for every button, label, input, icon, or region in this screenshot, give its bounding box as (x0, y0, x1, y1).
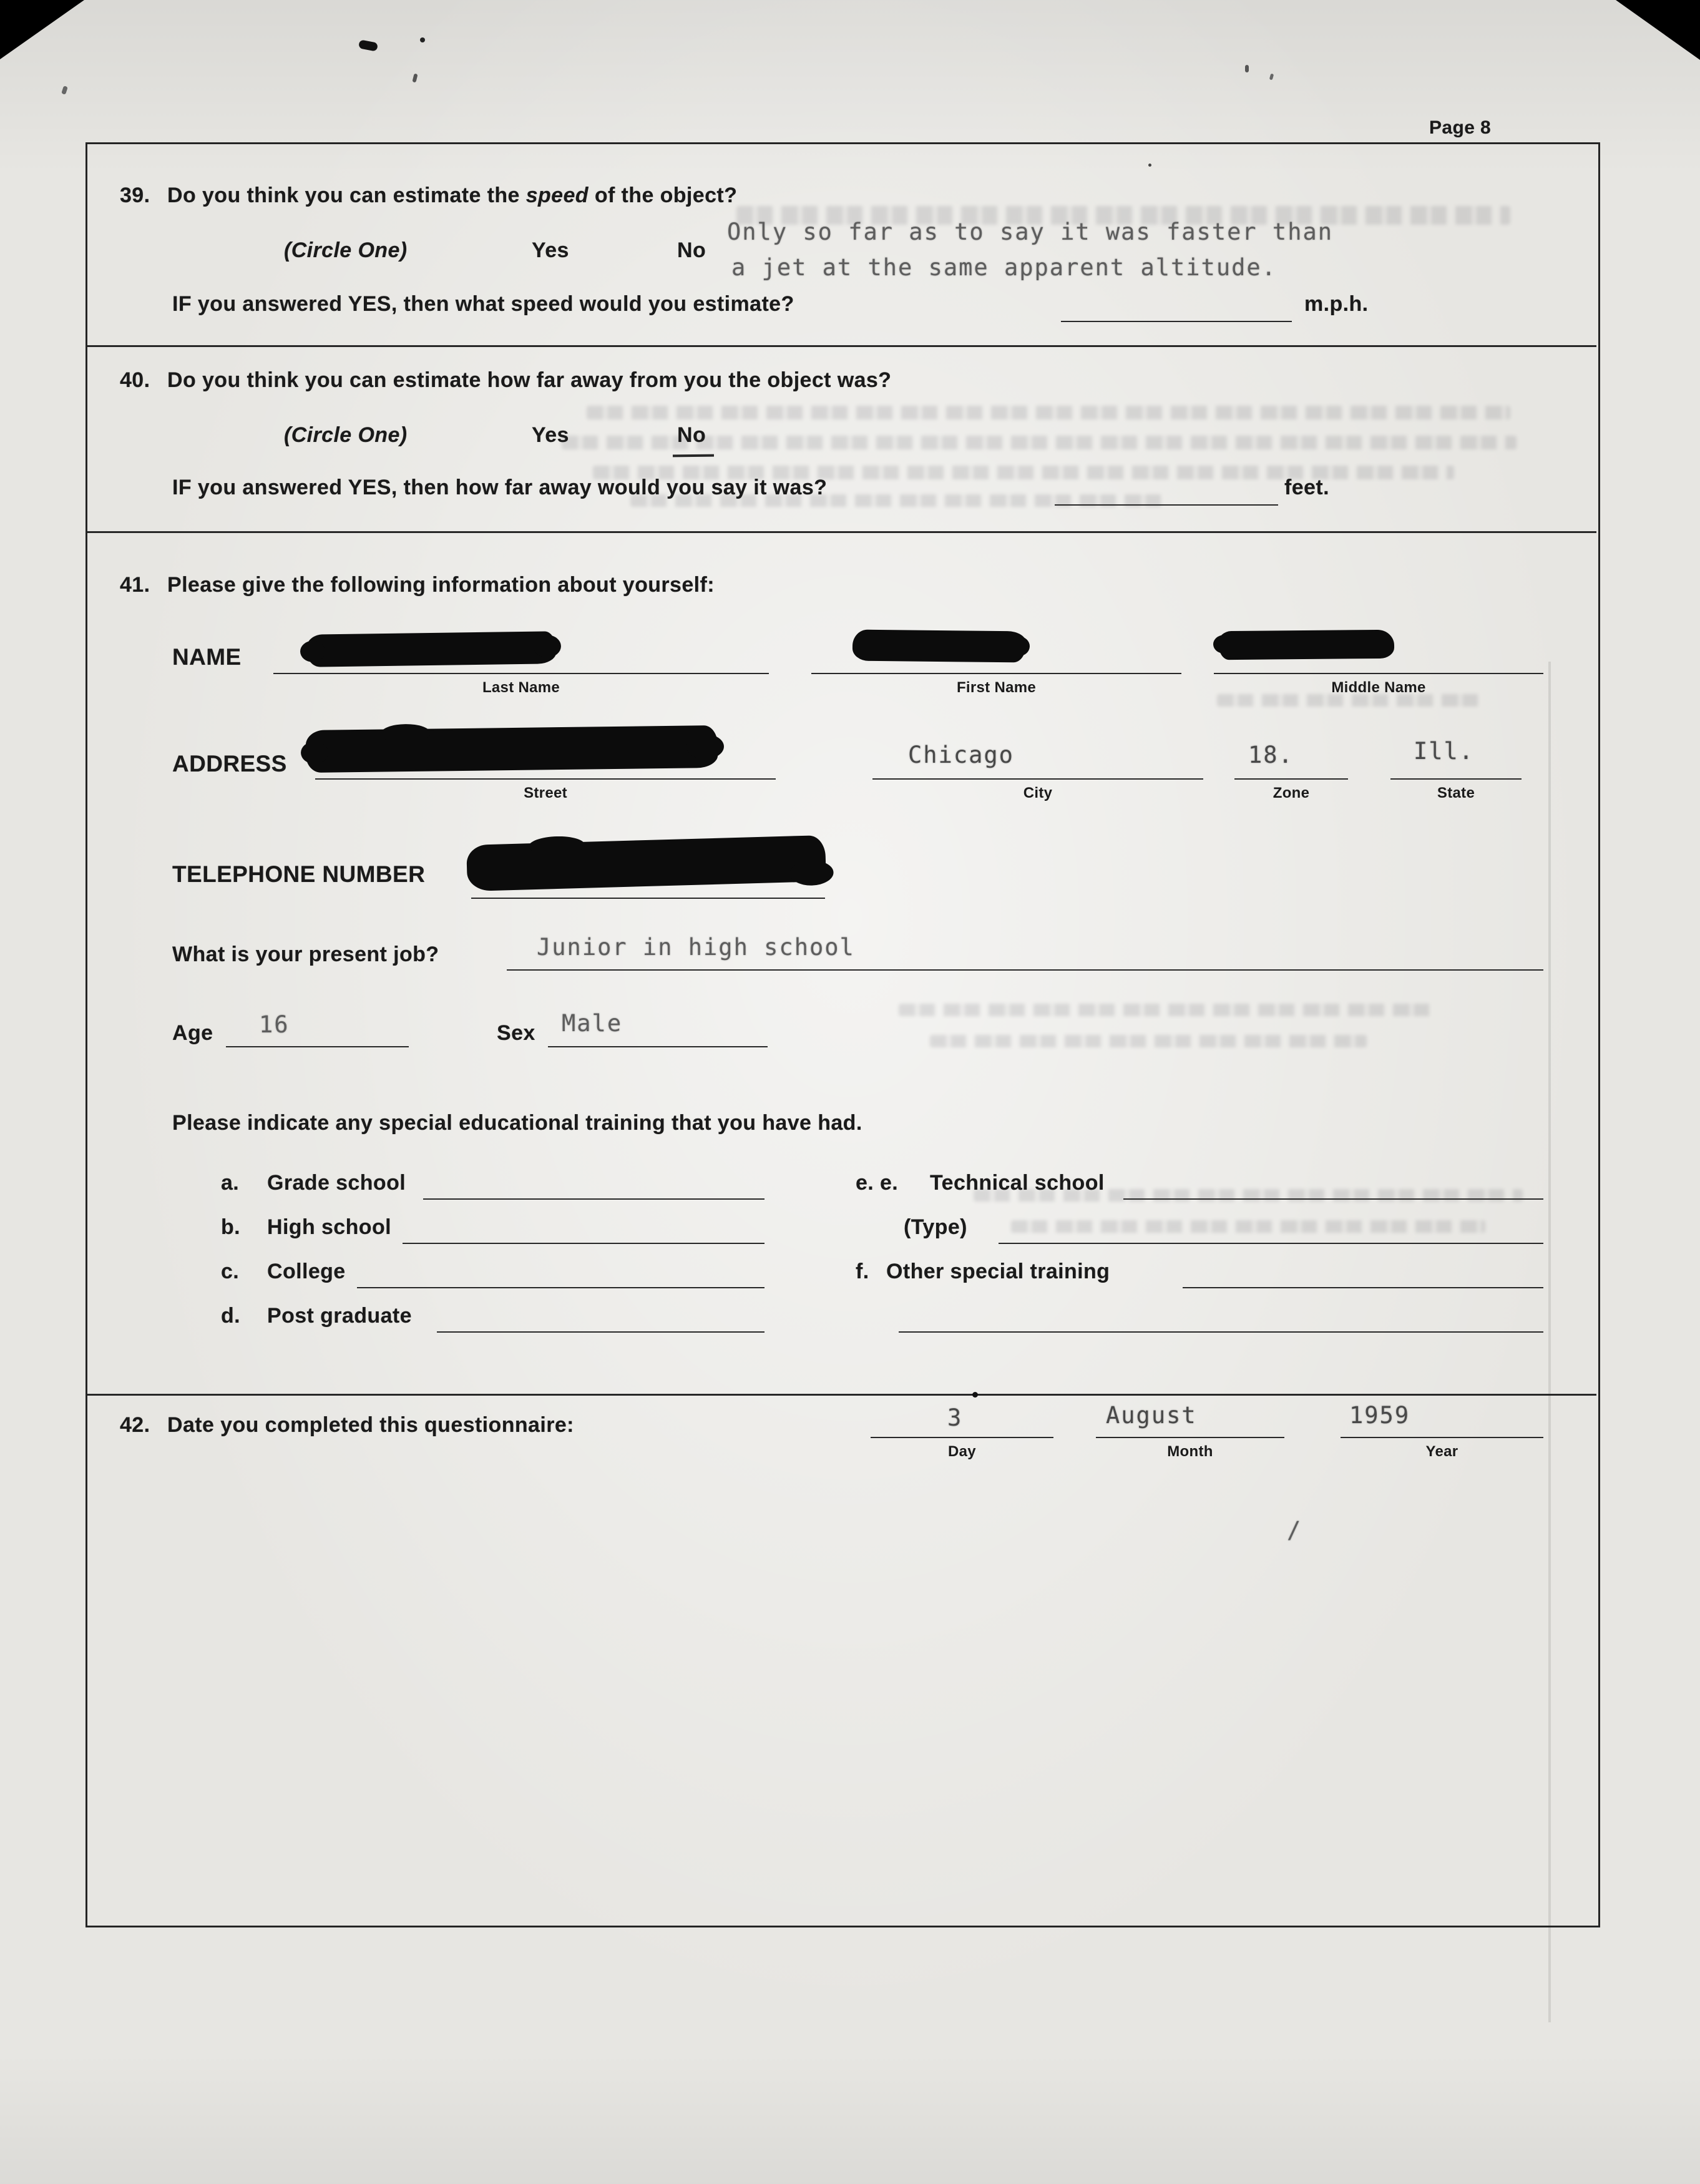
question-41-number: 41. (120, 573, 150, 597)
question-40-followup: IF you answered YES, then how far away would you say it was? (172, 476, 828, 499)
last-name-caption: Last Name (482, 679, 560, 696)
middle-name-line (1214, 673, 1543, 674)
scan-artifact-top-right (1616, 0, 1700, 60)
job-label: What is your present job? (172, 943, 439, 966)
question-39-post: of the object? (588, 184, 738, 207)
scan-artifact-dash (358, 39, 378, 51)
training-item-e-line (1123, 1198, 1543, 1200)
circle-one-label-39: (Circle One) (284, 238, 408, 262)
training-item-b-label: High school (267, 1215, 391, 1239)
training-item-d-letter: d. (221, 1304, 241, 1328)
redacted-street-address (306, 725, 718, 773)
yes-option-39: Yes (532, 238, 569, 262)
mph-unit-label: m.p.h. (1304, 292, 1369, 316)
question-40-number: 40. (120, 368, 150, 392)
stray-slash-mark: / (1287, 1517, 1302, 1544)
state-line (1390, 778, 1522, 780)
scan-speck (412, 73, 418, 82)
yes-option-40: Yes (532, 423, 569, 447)
question-39-number: 39. (120, 184, 150, 207)
training-prompt: Please indicate any special educational training that you have had. (172, 1111, 862, 1135)
training-item-f-label: Other special training (886, 1260, 1110, 1283)
age-value: 16 (259, 1011, 290, 1038)
training-item-f-letter: f. (856, 1260, 869, 1283)
zone-caption: Zone (1273, 785, 1310, 801)
street-line (315, 778, 776, 780)
typed-answer-39-line1: Only so far as to say it was faster than (727, 218, 1334, 245)
training-item-d-label: Post graduate (267, 1304, 412, 1328)
date-year-line (1341, 1437, 1543, 1438)
section-divider (87, 1394, 1596, 1396)
scan-speck (61, 86, 68, 95)
middle-name-caption: Middle Name (1331, 679, 1426, 696)
street-caption: Street (524, 785, 567, 801)
city-value: Chicago (908, 742, 1014, 768)
question-42-text: Date you completed this questionnaire: (167, 1413, 574, 1437)
date-month-line (1096, 1437, 1284, 1438)
no-option-40: No (677, 423, 706, 447)
training-item-a-letter: a. (221, 1171, 240, 1195)
stray-dot-mark (972, 1392, 978, 1398)
first-name-line (811, 673, 1181, 674)
speed-blank-line (1061, 321, 1292, 322)
last-name-line (273, 673, 769, 674)
training-item-e-label: Technical school (930, 1171, 1105, 1195)
question-40-text: Do you think you can estimate how far away from you the object was? (167, 368, 892, 392)
scan-speck (1245, 65, 1249, 72)
date-day-caption: Day (948, 1443, 976, 1460)
name-label: NAME (172, 644, 242, 670)
question-39-followup: IF you answered YES, then what speed would you estimate? (172, 292, 794, 316)
training-item-e-letter: e. e. (856, 1171, 899, 1195)
zone-line (1234, 778, 1348, 780)
training-item-c-line (357, 1287, 765, 1288)
date-day-value: 3 (947, 1404, 963, 1431)
feet-unit-label: feet. (1284, 476, 1329, 499)
page-number: Page 8 (1429, 117, 1492, 138)
training-item-c-label: College (267, 1260, 346, 1283)
date-month-value: August (1106, 1402, 1197, 1429)
no-answer-underline (673, 454, 714, 458)
job-value: Junior in high school (537, 934, 855, 961)
date-month-caption: Month (1167, 1443, 1213, 1460)
date-year-caption: Year (1425, 1443, 1458, 1460)
address-label: ADDRESS (172, 751, 287, 776)
scan-artifact-top-left (0, 0, 84, 59)
job-line (507, 969, 1543, 971)
training-item-f-line (1183, 1287, 1543, 1288)
training-item-a-line (423, 1198, 765, 1200)
question-39-text (167, 184, 737, 208)
question-41-text: Please give the following information about yourself: (167, 573, 715, 597)
city-line (872, 778, 1203, 780)
age-line (226, 1046, 409, 1047)
training-item-a-label: Grade school (267, 1171, 406, 1195)
training-item-b-letter: b. (221, 1215, 241, 1239)
training-type-line (999, 1243, 1543, 1244)
training-item-c-letter: c. (221, 1260, 240, 1283)
training-type-label: (Type) (904, 1215, 967, 1239)
distance-blank-line (1055, 504, 1278, 506)
telephone-line (471, 898, 825, 899)
form-border-box (85, 142, 1600, 1927)
redacted-last-name (306, 631, 557, 667)
sex-line (548, 1046, 768, 1047)
city-caption: City (1023, 785, 1053, 801)
circle-one-label-40: (Circle One) (284, 423, 408, 447)
training-item-b-line (403, 1243, 765, 1244)
section-divider (87, 531, 1596, 533)
first-name-caption: First Name (956, 679, 1037, 696)
date-day-line (871, 1437, 1053, 1438)
section-divider (87, 345, 1596, 347)
zone-value: 18. (1248, 742, 1294, 768)
redacted-first-name (852, 630, 1027, 663)
question-42-number: 42. (120, 1413, 150, 1437)
typed-answer-39-line2: a jet at the same apparent altitude. (731, 254, 1277, 281)
redacted-middle-name (1218, 630, 1394, 660)
scan-speck (1269, 74, 1274, 81)
question-39-speed-italic: speed (525, 184, 589, 207)
sex-value: Male (562, 1010, 623, 1037)
training-item-d-line (437, 1331, 765, 1333)
sex-label: Sex (497, 1021, 535, 1045)
state-value: Ill. (1414, 738, 1475, 765)
age-label: Age (172, 1021, 213, 1045)
no-option-39: No (677, 238, 706, 262)
scan-speck (420, 37, 425, 42)
training-item-f-continuation-line (899, 1331, 1543, 1333)
state-caption: State (1437, 785, 1475, 801)
question-39-pre: Do you think you can estimate the (167, 184, 526, 207)
telephone-label: TELEPHONE NUMBER (172, 861, 426, 887)
date-year-value: 1959 (1349, 1402, 1410, 1429)
